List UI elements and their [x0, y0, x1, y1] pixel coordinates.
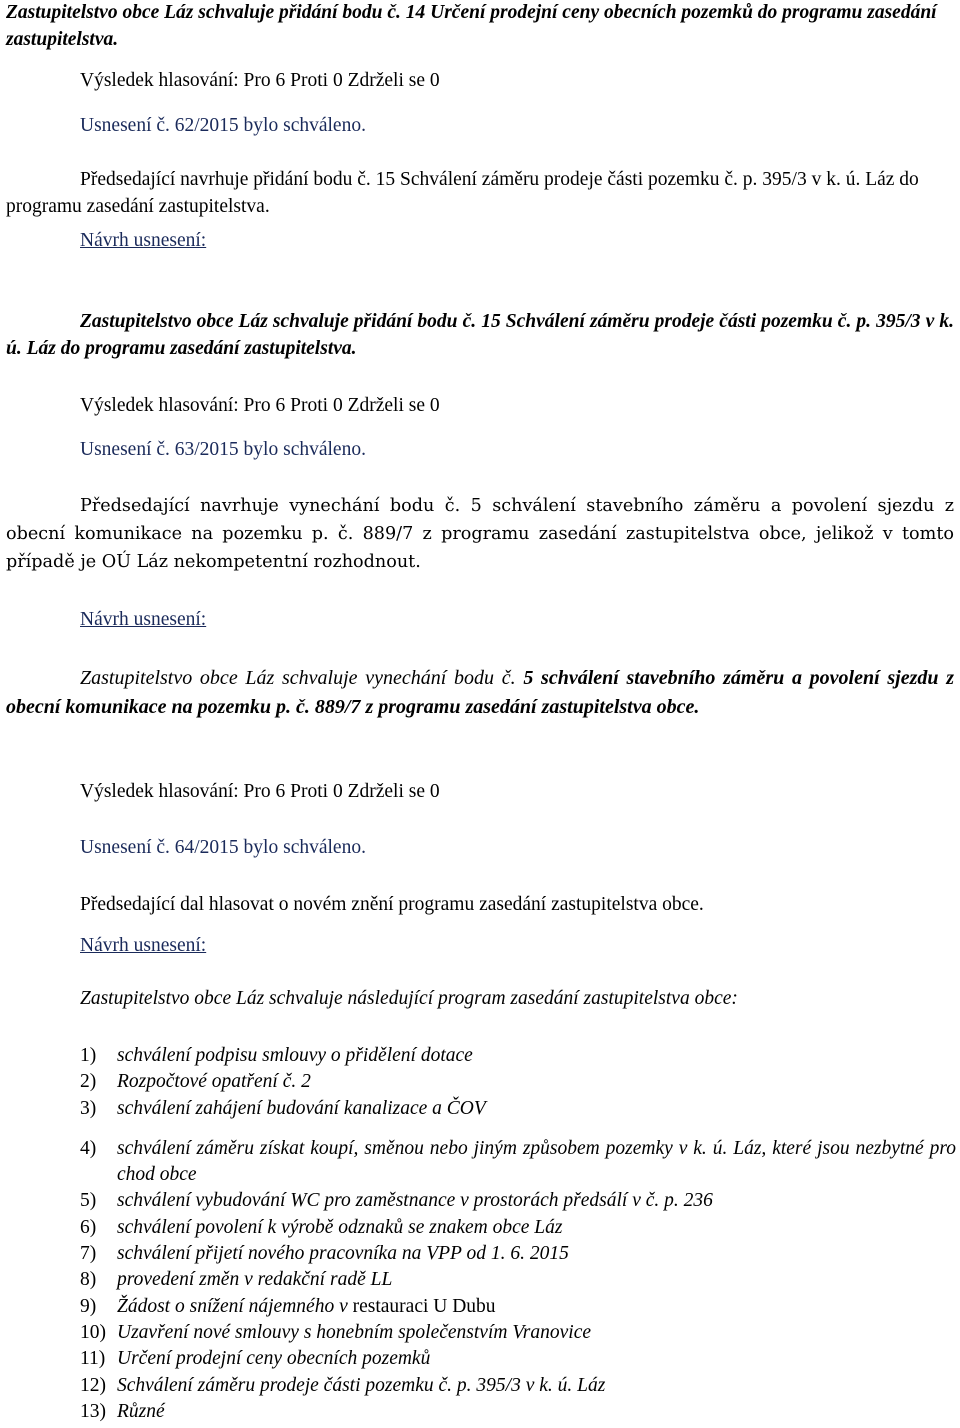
item-text: provedení změn v redakční radě LL — [117, 1269, 393, 1291]
proposal-heading: Návrh usnesení: — [80, 935, 207, 956]
item-number: 13) — [80, 1400, 106, 1422]
list-item — [80, 1136, 956, 1189]
vote-result: Výsledek hlasování: Pro 6 Proti 0 Zdrželi se 0 — [80, 395, 440, 416]
program-list — [80, 1043, 956, 1425]
proposal-text-bold: 5 schválení stavebního záměru a povolení sjezdu z obecní komunikace na pozemku p. č. 889/7 z programu zasedání zastupitelstva obce. — [6, 667, 954, 718]
item-text: schválení povolení k výrobě odznaků se znakem obce Láz — [117, 1216, 563, 1238]
list-item — [80, 1267, 956, 1293]
resolution-number: Usnesení č. 64/2015 bylo schváleno. — [80, 837, 366, 858]
proposal-heading: Návrh usnesení: — [80, 609, 207, 630]
item-number: 3) — [80, 1097, 97, 1119]
list-item — [80, 1096, 956, 1122]
vote-result: Výsledek hlasování: Pro 6 Proti 0 Zdrželi se 0 — [80, 781, 440, 802]
resolution-number: Usnesení č. 63/2015 bylo schváleno. — [80, 439, 366, 460]
item-number: 2) — [80, 1071, 97, 1093]
list-item — [80, 1043, 956, 1069]
proposal-text-start: Zastupitelstvo obce Láz schvaluje vynechání bodu č. — [80, 667, 524, 689]
vote-result: Výsledek hlasování: Pro 6 Proti 0 Zdrželi se 0 — [80, 70, 440, 91]
item-number: 1) — [80, 1045, 97, 1066]
item-text: Uzavření nové smlouvy s honebním společenstvím Vranovice — [117, 1321, 592, 1343]
item-text: Schválení záměru prodeje části pozemku č. p. 395/3 v k. ú. Láz — [117, 1374, 606, 1396]
item-number: 7) — [80, 1243, 97, 1265]
chair-vote-statement: Předsedající dal hlasovat o novém znění programu zasedání zastupitelstva obce. — [80, 894, 704, 915]
item-text: Žádost o snížení nájemného v — [117, 1295, 353, 1317]
proposal-text — [6, 664, 954, 722]
item-number: 10) — [80, 1321, 106, 1343]
proposal-heading: Návrh usnesení: — [80, 230, 207, 251]
list-item — [80, 1241, 956, 1267]
proposal-text: Zastupitelstvo obce Láz schvaluje přidání bodu č. 15 Schválení záměru prodeje části pozemku č. p. 395/3 v k. ú. Láz do programu zasedání zastupitelstva. — [6, 311, 954, 359]
list-item — [80, 1346, 956, 1372]
resolution-number: Usnesení č. 62/2015 bylo schváleno. — [80, 115, 366, 136]
item-number: 6) — [80, 1216, 97, 1238]
item-number: 11) — [80, 1348, 106, 1370]
item-text: schválení záměru získat koupí, směnou nebo jiným způsobem pozemky v k. ú. Láz, které jsou nezbytné pro chod obce — [117, 1137, 956, 1186]
item-number: 12) — [80, 1374, 106, 1396]
item-number: 9) — [80, 1295, 97, 1317]
chair-proposal-text: Předsedající navrhuje přidání bodu č. 15 Schválení záměru prodeje části pozemku č. p. 395/3 v k. ú. Láz do programu zasedání zastupitelstva. — [6, 169, 919, 217]
list-item — [80, 1069, 956, 1095]
item-text: Rozpočtové opatření č. 2 — [117, 1071, 311, 1093]
item-text: schválení přijetí nového pracovníka na VPP od 1. 6. 2015 — [117, 1243, 569, 1265]
list-item — [80, 1320, 956, 1346]
item-number: 4) — [80, 1137, 97, 1159]
item-text: schválení podpisu smlouvy o přidělení dotace — [117, 1045, 473, 1066]
item-text-place: restauraci U Dubu — [352, 1295, 496, 1317]
list-item — [80, 1188, 956, 1214]
list-item — [80, 1294, 956, 1320]
list-item — [80, 1399, 956, 1425]
list-item — [80, 1373, 956, 1399]
item-text: schválení zahájení budování kanalizace a ČOV — [117, 1097, 486, 1119]
item-text: Různé — [117, 1400, 165, 1422]
proposal-text: Zastupitelstvo obce Láz schvaluje následující program zasedání zastupitelstva obce: — [80, 988, 738, 1009]
item-number: 8) — [80, 1269, 97, 1291]
resolution-text-point-14: Zastupitelstvo obce Láz schvaluje přidání bodu č. 14 Určení prodejní ceny obecních pozemků do programu zasedání zastupitelstva. — [6, 2, 937, 50]
item-text: schválení vybudování WC pro zaměstnance v prostorách předsálí v č. p. 236 — [117, 1190, 713, 1212]
list-item — [80, 1215, 956, 1241]
item-text: Určení prodejní ceny obecních pozemků — [117, 1348, 431, 1370]
item-number: 5) — [80, 1190, 97, 1212]
chair-proposal-text: Předsedající navrhuje vynechání bodu č. 5 schválení stavebního záměru a povolení sjezdu z obecní komunikace na pozemku p. č. 889/7 z programu zasedání zastupitelstva obce, jelikož v tomto případě je OÚ Láz nekompetentní rozhodnout. — [6, 496, 954, 572]
